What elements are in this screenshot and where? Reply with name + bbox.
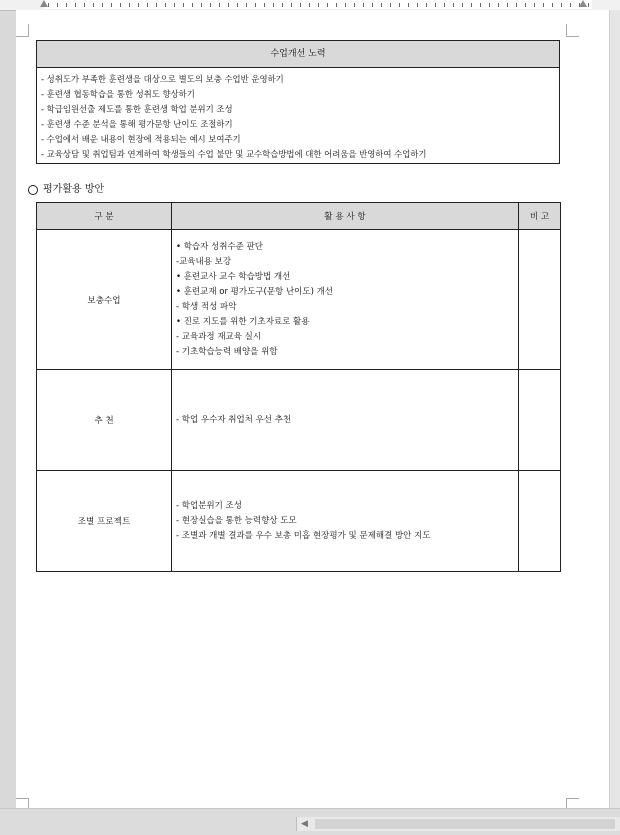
list-item: - 성취도가 부족한 훈련생을 대상으로 별도의 보충 수업반 운영하기 <box>41 74 284 84</box>
row-category: 보충수업 <box>37 230 172 370</box>
ruler-tick <box>120 3 121 7</box>
content-line: - 기초학습능력 배양을 위함 <box>176 346 278 357</box>
ruler-tick <box>471 3 472 7</box>
evaluation-table <box>36 202 561 572</box>
ruler-tick <box>273 3 274 7</box>
table-row <box>37 471 561 572</box>
ruler-tick <box>318 3 319 7</box>
ruler-tick <box>354 3 355 7</box>
ruler-tick <box>210 3 211 7</box>
row-note <box>519 471 561 572</box>
table-header-row <box>37 203 561 230</box>
ruler-tick <box>93 3 94 7</box>
ruler-tick <box>156 3 157 7</box>
ruler-tick <box>372 3 373 7</box>
scroll-left-icon[interactable]: ◀ <box>301 819 308 829</box>
ruler-tick <box>426 3 427 7</box>
circle-bullet-icon <box>28 185 38 195</box>
ruler-tick <box>345 3 346 7</box>
list-item: - 훈련생 협동학습을 통한 성취도 향상하기 <box>41 89 195 99</box>
content-line: • 학습자 성취수준 판단 <box>176 241 264 252</box>
margin-corner-top-left <box>16 24 29 37</box>
ruler-tick <box>57 3 58 7</box>
content-line: - 현장실습을 통한 능력향상 도모 <box>176 515 297 526</box>
ruler-tick <box>309 3 310 7</box>
row-category: 조별 프로젝트 <box>37 471 172 572</box>
ruler-tick <box>48 3 49 7</box>
row-content <box>172 471 519 572</box>
ruler-tick <box>552 3 553 7</box>
header-usage: 활 용 사 항 <box>172 203 519 230</box>
ruler-tick <box>579 3 580 7</box>
left-indent-marker[interactable] <box>40 0 48 7</box>
content-line: • 훈련교사 교수 학습방법 개선 <box>176 271 291 282</box>
vertical-scrollbar[interactable] <box>609 10 620 808</box>
right-indent-marker[interactable] <box>579 0 587 7</box>
ruler-tick <box>174 3 175 7</box>
ruler-tick <box>390 3 391 7</box>
content-line: - 교육과정 재교육 실시 <box>176 331 262 342</box>
ruler-tick <box>66 3 67 7</box>
ruler-tick <box>138 3 139 7</box>
content-line: -교육내용 보강 <box>176 256 232 267</box>
ruler-tick <box>399 3 400 7</box>
ruler-tick <box>201 3 202 7</box>
ruler-tick <box>417 3 418 7</box>
ruler-tick <box>570 3 571 7</box>
scrollbar-thumb[interactable] <box>315 819 615 829</box>
ruler-tick <box>183 3 184 7</box>
ruler-tick <box>192 3 193 7</box>
ruler-tick <box>453 3 454 7</box>
ruler-tick <box>219 3 220 7</box>
content-line: - 학생 적성 파악 <box>176 301 237 312</box>
ruler-tick <box>237 3 238 7</box>
ruler-tick <box>525 3 526 7</box>
margin-corner-top-right <box>566 24 579 37</box>
content-line: • 훈련교재 or 평가도구(문항 난이도) 개선 <box>176 286 334 297</box>
ruler-tick <box>291 3 292 7</box>
improvement-box-title: 수업개선 노력 <box>37 41 559 68</box>
row-content <box>172 230 519 370</box>
ruler-tick <box>534 3 535 7</box>
improvement-list <box>37 68 559 162</box>
list-item: - 수업에서 배운 내용이 현장에 적용되는 예시 보여주기 <box>41 134 241 144</box>
ruler-tick <box>543 3 544 7</box>
improvement-box <box>36 40 560 164</box>
row-note <box>519 370 561 471</box>
ruler-tick <box>507 3 508 7</box>
ruler-tick <box>336 3 337 7</box>
ruler-tick <box>327 3 328 7</box>
list-item: - 학급임원선출 제도를 통한 훈련생 학업 분위기 조성 <box>41 104 233 114</box>
ruler-tick <box>129 3 130 7</box>
ruler-tick <box>489 3 490 7</box>
row-note <box>519 230 561 370</box>
header-note: 비 고 <box>519 203 561 230</box>
row-content <box>172 370 519 471</box>
content-line: • 진로 지도를 위한 기초자료로 활용 <box>176 316 310 327</box>
ruler-tick <box>75 3 76 7</box>
ruler-tick <box>300 3 301 7</box>
ruler-tick <box>498 3 499 7</box>
ruler-tick <box>147 3 148 7</box>
ruler-tick <box>381 3 382 7</box>
content-line: - 학업 우수자 취업처 우선 추천 <box>176 414 292 425</box>
ruler-tick <box>246 3 247 7</box>
ruler-tick <box>228 3 229 7</box>
ruler-tick <box>264 3 265 7</box>
ruler-tick <box>255 3 256 7</box>
ruler-tick <box>282 3 283 7</box>
row-category: 추 천 <box>37 370 172 471</box>
list-item: - 교육상담 및 취업팀과 연계하여 학생들의 수업 불만 및 교수학습방법에 대한 어려움을 반영하여 수업하기 <box>41 149 427 159</box>
ruler-tick <box>561 3 562 7</box>
ruler-tick <box>111 3 112 7</box>
ruler-tick <box>102 3 103 7</box>
list-item: - 훈련생 수준 분석을 통해 평가문항 난이도 조절하기 <box>41 119 233 129</box>
ruler-tick <box>444 3 445 7</box>
ruler-tick <box>84 3 85 7</box>
horizontal-scrollbar[interactable] <box>296 817 620 831</box>
ruler-tick <box>408 3 409 7</box>
table-row <box>37 230 561 370</box>
ruler-tick <box>462 3 463 7</box>
content-line: - 조별과 개별 결과를 우수 보총 미흡 현장평가 및 문제해결 방안 지도 <box>176 530 431 541</box>
header-category: 구 분 <box>37 203 172 230</box>
ruler-tick <box>165 3 166 7</box>
table-row <box>37 370 561 471</box>
section-title: 평가활용 방안 <box>43 184 105 195</box>
content-line: - 학업분위기 조성 <box>176 500 242 511</box>
ruler-tick <box>588 3 589 7</box>
section-heading <box>28 183 104 197</box>
ruler-tick <box>516 3 517 7</box>
ruler-tick <box>435 3 436 7</box>
ruler-tick <box>363 3 364 7</box>
ruler-tick <box>480 3 481 7</box>
